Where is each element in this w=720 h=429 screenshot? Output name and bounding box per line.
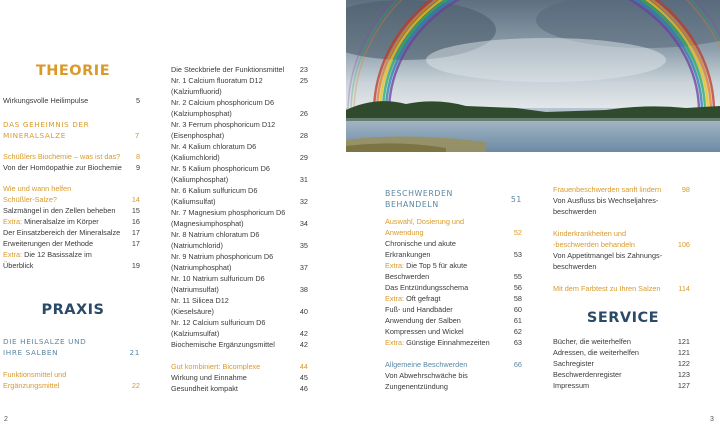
entry-label: Nr. 12 Calcium sulfuricum D6 (Kalziumsulfat): [171, 318, 266, 338]
toc-entry[interactable]: [171, 295, 308, 317]
toc-entry[interactable]: [385, 188, 522, 210]
toc-entry[interactable]: [3, 183, 140, 205]
entry-label: Nr. 6 Kalium sulfuricum D6 (Kaliumsulfat): [171, 186, 258, 206]
entry-page: 121: [677, 348, 690, 357]
entry-label: Extra: Die 12 Basissalze im Überblick: [3, 250, 92, 270]
entry-page: 63: [513, 338, 522, 347]
theorie-title: THEORIE: [35, 63, 111, 79]
entry-label: Adressen, die weiterhelfen: [553, 348, 639, 357]
toc-entry[interactable]: [3, 369, 140, 391]
entry-page: 22: [131, 381, 140, 390]
entry-page: 25: [299, 76, 308, 85]
toc-entry[interactable]: [553, 250, 690, 272]
entry-label: Gut kombiniert: Bicomplexe: [171, 362, 261, 371]
extra-prefix: Extra:: [385, 294, 405, 303]
entry-label: Wirkungsvolle Heilimpulse: [3, 96, 89, 105]
entry-page: 34: [299, 219, 308, 228]
entry-page: 14: [131, 195, 140, 204]
entry-label: Von der Homöopathie zur Biochemie: [3, 163, 122, 172]
entry-label: Frauenbeschwerden sanft lindern: [553, 185, 662, 194]
entry-label: Mit dem Farbtest zu Ihren Salzen: [553, 284, 661, 293]
entry-label: Kompressen und Wickel: [385, 327, 464, 336]
entry-label: Der Einsatzbereich der Mineralsalze: [3, 228, 121, 237]
entry-label: Nr. 10 Natrium sulfuricum D6 (Natriumsulfat): [171, 274, 265, 294]
entry-page: 16: [131, 217, 140, 226]
entry-label: Wie und wann helfen Schüßler-Salze?: [3, 184, 72, 204]
toc-entry-extra[interactable]: [3, 249, 140, 271]
entry-page: 7: [134, 131, 140, 140]
entry-page: 29: [299, 153, 308, 162]
entry-label: Von Ausfluss bis Wechseljahres- beschwerden: [553, 196, 659, 216]
toc-entry[interactable]: [171, 207, 308, 229]
entry-page: 37: [299, 263, 308, 272]
entry-page: 45: [299, 373, 308, 382]
entry-page: 42: [299, 340, 308, 349]
entry-label: Extra: Günstige Einnahmezeiten: [385, 338, 490, 347]
entry-page: 106: [677, 240, 690, 249]
entry-label: Extra: Mineralsalze im Körper: [3, 217, 99, 226]
extra-prefix: Extra:: [385, 261, 405, 270]
entry-page: 52: [513, 228, 522, 237]
entry-page: 46: [299, 384, 308, 393]
entry-label: Extra: Die Top 5 für akute Beschwerden: [385, 261, 468, 281]
toc-entry[interactable]: [553, 228, 690, 250]
entry-label: Nr. 8 Natrium chloratum D6 (Natriumchlorid): [171, 230, 260, 250]
entry-page: 21: [129, 348, 140, 357]
entry-label: Nr. 11 Silicea D12 (Kieselsäure): [171, 296, 229, 316]
entry-label: Nr. 9 Natrium phosphoricum D6 (Natriumphosphat): [171, 252, 274, 272]
entry-label: Nr. 4 Kalium chloratum D6 (Kaliumchlorid): [171, 142, 257, 162]
entry-label: Funktionsmittel und Ergänzungsmittel: [3, 370, 67, 390]
entry-page: 40: [299, 307, 308, 316]
extra-prefix: Extra:: [3, 250, 23, 259]
toc-entry[interactable]: [171, 273, 308, 295]
entry-label: Schüßlers Biochemie – was ist das?: [3, 152, 121, 161]
entry-label: Salzmängel in den Zellen beheben: [3, 206, 116, 215]
extra-prefix: Extra:: [385, 338, 405, 347]
entry-page: 121: [677, 337, 690, 346]
entry-page: 31: [299, 175, 308, 184]
entry-page: 8: [135, 152, 140, 161]
entry-label: Beschwerdenregister: [553, 370, 622, 379]
entry-page: 28: [299, 131, 308, 140]
toc-entry[interactable]: [385, 370, 522, 392]
entry-label: Erweiterungen der Methode: [3, 239, 94, 248]
entry-page: 15: [131, 206, 140, 215]
entry-page: 60: [513, 305, 522, 314]
entry-label: Allgemeine Beschwerden: [385, 360, 468, 369]
entry-page: 35: [299, 241, 308, 250]
entry-page: 51: [510, 195, 522, 204]
toc-entry[interactable]: [3, 336, 140, 358]
entry-label: Das Entzündungsschema: [385, 283, 469, 292]
entry-page: 122: [677, 359, 690, 368]
service-title: SERVICE: [586, 310, 660, 326]
entry-label: BESCHWERDEN BEHANDELN: [385, 189, 453, 209]
toc-entry[interactable]: [171, 97, 308, 119]
entry-label: Gesundheit kompakt: [171, 384, 238, 393]
extra-prefix: Extra:: [3, 217, 23, 226]
entry-label: Von Abwehrschwäche bis Zungenentzündung: [385, 371, 468, 391]
entry-page: 61: [513, 316, 522, 325]
toc-entry[interactable]: [171, 251, 308, 273]
rainbow-landscape-image: [346, 0, 720, 152]
entry-label: Von Appetitmangel bis Zahnungs- beschwerden: [553, 251, 663, 271]
entry-label: Wirkung und Einnahme: [171, 373, 247, 382]
entry-page: 114: [678, 284, 690, 293]
entry-page: 98: [681, 185, 690, 194]
entry-page: 123: [677, 370, 690, 379]
praxis-title: PRAXIS: [41, 302, 105, 318]
toc-entry[interactable]: [171, 185, 308, 207]
entry-page: 23: [299, 65, 308, 74]
entry-label: Nr. 2 Calcium phosphoricum D6 (Kalziumphosphat): [171, 98, 275, 118]
entry-page: 32: [299, 197, 308, 206]
cover-photo-rainbow: [346, 0, 720, 152]
entry-page: 17: [131, 239, 140, 248]
entry-label: Bücher, die weiterhelfen: [553, 337, 631, 346]
entry-label: Anwendung der Salben: [385, 316, 461, 325]
entry-page: 44: [299, 362, 308, 371]
entry-label: Auswahl, Dosierung und Anwendung: [385, 217, 465, 237]
entry-label: Impressum: [553, 381, 590, 390]
toc-entry[interactable]: [171, 75, 308, 97]
entry-page: 5: [135, 96, 140, 105]
entry-label: Kinderkrankheiten und -beschwerden behandeln: [553, 229, 635, 249]
entry-page: 9: [135, 163, 140, 172]
entry-label: DAS GEHEIMNIS DER MINERALSALZE: [3, 120, 90, 140]
entry-page: 58: [513, 294, 522, 303]
entry-page: 38: [299, 285, 308, 294]
toc-entry[interactable]: [171, 317, 308, 339]
entry-label: Nr. 7 Magnesium phosphoricum D6 (Magnesiumphosphat): [171, 208, 286, 228]
left-page-number: 2: [4, 416, 8, 423]
entry-label: DIE HEILSALZE UND IHRE SALBEN: [3, 337, 87, 357]
toc-entry[interactable]: [171, 141, 308, 163]
entry-label: Nr. 3 Ferrum phosphoricum D12 (Eisenphosphat): [171, 120, 276, 140]
entry-label: Sachregister: [553, 359, 594, 368]
entry-page: 62: [513, 327, 522, 336]
toc-entry[interactable]: [3, 119, 140, 141]
entry-label: Biochemische Ergänzungsmittel: [171, 340, 275, 349]
entry-page: 66: [513, 360, 522, 369]
toc-entry[interactable]: [171, 163, 308, 185]
entry-page: 55: [513, 272, 522, 281]
toc-entry[interactable]: [171, 119, 308, 141]
entry-page: 19: [131, 261, 140, 270]
entry-page: 42: [299, 329, 308, 338]
entry-page: 53: [513, 250, 522, 259]
entry-label: Die Steckbriefe der Funktionsmittel: [171, 65, 285, 74]
toc-entry-extra[interactable]: [385, 260, 522, 282]
entry-page: 17: [131, 228, 140, 237]
toc-entry[interactable]: [385, 238, 522, 260]
entry-label: Fuß- und Handbäder: [385, 305, 453, 314]
entry-label: Chronische und akute Erkrankungen: [385, 239, 456, 259]
entry-label: Nr. 5 Kalium phosphoricum D6 (Kaliumphosphat): [171, 164, 270, 184]
toc-entry[interactable]: [385, 216, 522, 238]
toc-entry[interactable]: [171, 229, 308, 251]
right-page-number: 3: [710, 416, 714, 423]
entry-label: Nr. 1 Calcium fluoratum D12 (Kalziumfluorid): [171, 76, 263, 96]
entry-page: 127: [677, 381, 690, 390]
entry-page: 26: [299, 109, 308, 118]
entry-page: 56: [513, 283, 522, 292]
entry-label: Extra: Oft gefragt: [385, 294, 441, 303]
toc-entry[interactable]: [553, 195, 690, 217]
